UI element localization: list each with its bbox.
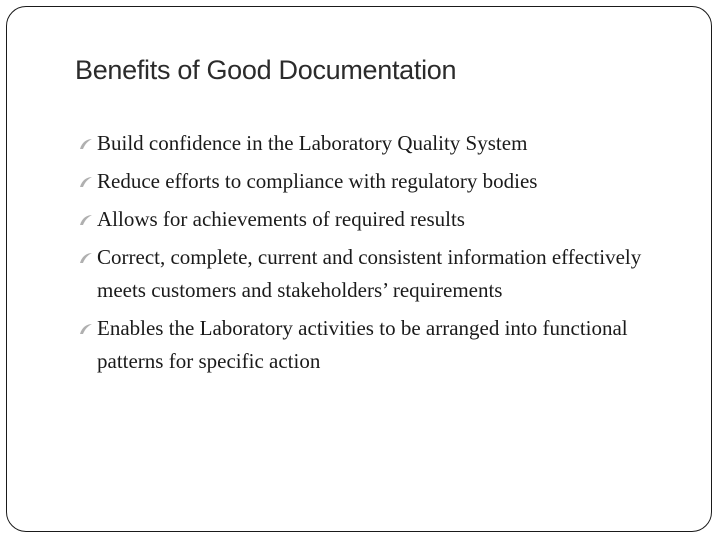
bullet-item	[77, 127, 657, 160]
bullet-text: Build confidence in the Laboratory Quality System	[97, 131, 528, 155]
slide	[6, 6, 712, 532]
bullet-text: Reduce efforts to compliance with regulatory bodies	[97, 169, 538, 193]
slide-title: Benefits of Good Documentation	[75, 55, 457, 85]
swoosh-bullet-icon	[79, 323, 93, 335]
bullet-text: Enables the Laboratory activities to be arranged into functional patterns for specific action	[97, 316, 628, 373]
bullet-text: Allows for achievements of required results	[97, 207, 465, 231]
bullet-text: Correct, complete, current and consistent information effectively meets customers and stakeholders’ requirements	[97, 245, 642, 302]
swoosh-bullet-icon	[79, 252, 93, 264]
bullet-item	[77, 203, 657, 236]
bullet-list	[77, 127, 657, 383]
swoosh-bullet-icon	[79, 214, 93, 226]
bullet-item	[77, 241, 657, 307]
bullet-item	[77, 165, 657, 198]
swoosh-bullet-icon	[79, 138, 93, 150]
swoosh-bullet-icon	[79, 176, 93, 188]
bullet-item	[77, 312, 657, 378]
